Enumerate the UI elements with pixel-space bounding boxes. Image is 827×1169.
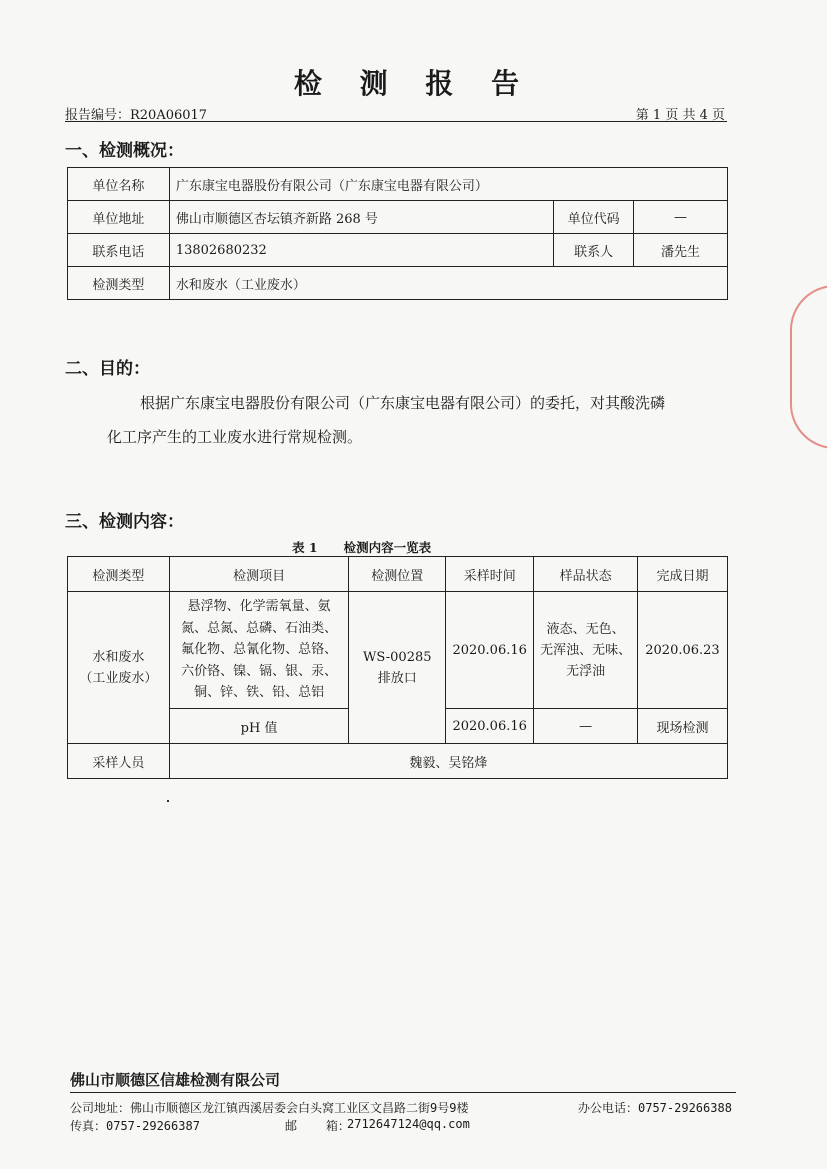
footer-rule <box>70 1092 736 1093</box>
unit-name-value: 广东康宝电器股份有限公司（广东康宝电器有限公司） <box>169 168 727 201</box>
test-items-line: 氟化物、总氰化物、总铬、 <box>181 642 338 658</box>
scan-speck <box>167 800 169 802</box>
location-line: WS-00285 <box>363 649 432 665</box>
sample-state-cell: — <box>534 709 638 744</box>
address-label: 单位地址 <box>68 201 170 234</box>
purpose-line-2: 化工序产生的工业废水进行常规检测。 <box>107 428 363 446</box>
section-overview-heading: 一、检测概况： <box>65 141 184 161</box>
sample-state-line: 无浮油 <box>566 663 606 679</box>
table-header-row <box>68 557 728 592</box>
page-info: 第 1 页 共 4 页 <box>635 108 725 123</box>
type-value: 水和废水（工业废水） <box>169 267 727 300</box>
test-type-line: （工业废水） <box>79 670 158 686</box>
table-row <box>68 744 728 779</box>
sample-state-cell <box>534 592 638 709</box>
report-number: 报告编号：R20A06017 <box>65 108 208 123</box>
table-row <box>68 168 728 201</box>
header-cell: 检测位置 <box>349 557 446 592</box>
sampling-time-cell: 2020.06.16 <box>446 709 534 744</box>
footer-company: 佛山市顺德区信雄检测有限公司 <box>70 1071 281 1089</box>
test-items-line: 铜、锌、铁、铅、总铝 <box>194 685 325 701</box>
location-cell <box>349 592 446 744</box>
footer-email-label: 邮 箱： <box>285 1119 350 1133</box>
test-items-line: 六价铬、镍、镉、银、汞、 <box>181 663 338 679</box>
completion-date-cell: 现场检测 <box>637 709 727 744</box>
red-seal-stamp <box>790 285 827 449</box>
content-table <box>67 556 728 779</box>
table-row <box>68 592 728 709</box>
report-title: 检 测 报 告 <box>293 67 534 100</box>
unit-name-label: 单位名称 <box>68 168 170 201</box>
section-content-heading: 三、检测内容： <box>65 512 184 532</box>
overview-table <box>67 167 728 300</box>
phone-value: 13802680232 <box>169 234 553 267</box>
header-rule <box>65 121 727 122</box>
sample-state-line: 无浑浊、无味、 <box>540 642 632 658</box>
header-cell: 检测项目 <box>169 557 349 592</box>
sampling-time-cell: 2020.06.16 <box>446 592 534 709</box>
type-label: 检测类型 <box>68 267 170 300</box>
code-value: — <box>634 201 728 234</box>
contact-label: 联系人 <box>554 234 634 267</box>
footer-fax: 传真：0757-29266387 <box>70 1119 200 1133</box>
test-type-line: 水和废水 <box>92 649 145 665</box>
code-label: 单位代码 <box>554 201 634 234</box>
address-value: 佛山市顺德区杏坛镇齐新路 268 号 <box>169 201 553 234</box>
table-row <box>68 201 728 234</box>
header-cell: 完成日期 <box>637 557 727 592</box>
phone-label: 联系电话 <box>68 234 170 267</box>
section-purpose-heading: 二、目的： <box>65 359 150 379</box>
contact-value: 潘先生 <box>634 234 728 267</box>
test-items-line: 氮、总氮、总磷、石油类、 <box>181 620 338 636</box>
test-items-line: 悬浮物、化学需氧量、氨 <box>187 599 331 615</box>
sample-state-line: 液态、无色、 <box>546 621 625 637</box>
test-type-cell <box>68 592 170 744</box>
purpose-line-1: 根据广东康宝电器股份有限公司（广东康宝电器有限公司）的委托，对其酸洗磷 <box>140 394 666 412</box>
header-cell: 检测类型 <box>68 557 170 592</box>
table-row <box>68 234 728 267</box>
table-row <box>68 267 728 300</box>
ph-item-cell: pH 值 <box>169 709 349 744</box>
header-cell: 样品状态 <box>534 557 638 592</box>
location-line: 排放口 <box>377 670 417 686</box>
footer-address: 公司地址：佛山市顺德区龙江镇西溪居委会白头窝工业区文昌路二街9号9楼 <box>70 1101 469 1115</box>
header-cell: 采样时间 <box>446 557 534 592</box>
footer-office-phone: 办公电话：0757-29266388 <box>578 1101 732 1115</box>
sampler-value: 魏毅、吴铭烽 <box>169 744 727 779</box>
test-items-cell <box>169 592 349 709</box>
table-caption: 表 1 检测内容一览表 <box>292 540 432 555</box>
sampler-label: 采样人员 <box>68 744 170 779</box>
footer-email: 2712647124@qq.com <box>347 1117 470 1131</box>
completion-date-cell: 2020.06.23 <box>637 592 727 709</box>
